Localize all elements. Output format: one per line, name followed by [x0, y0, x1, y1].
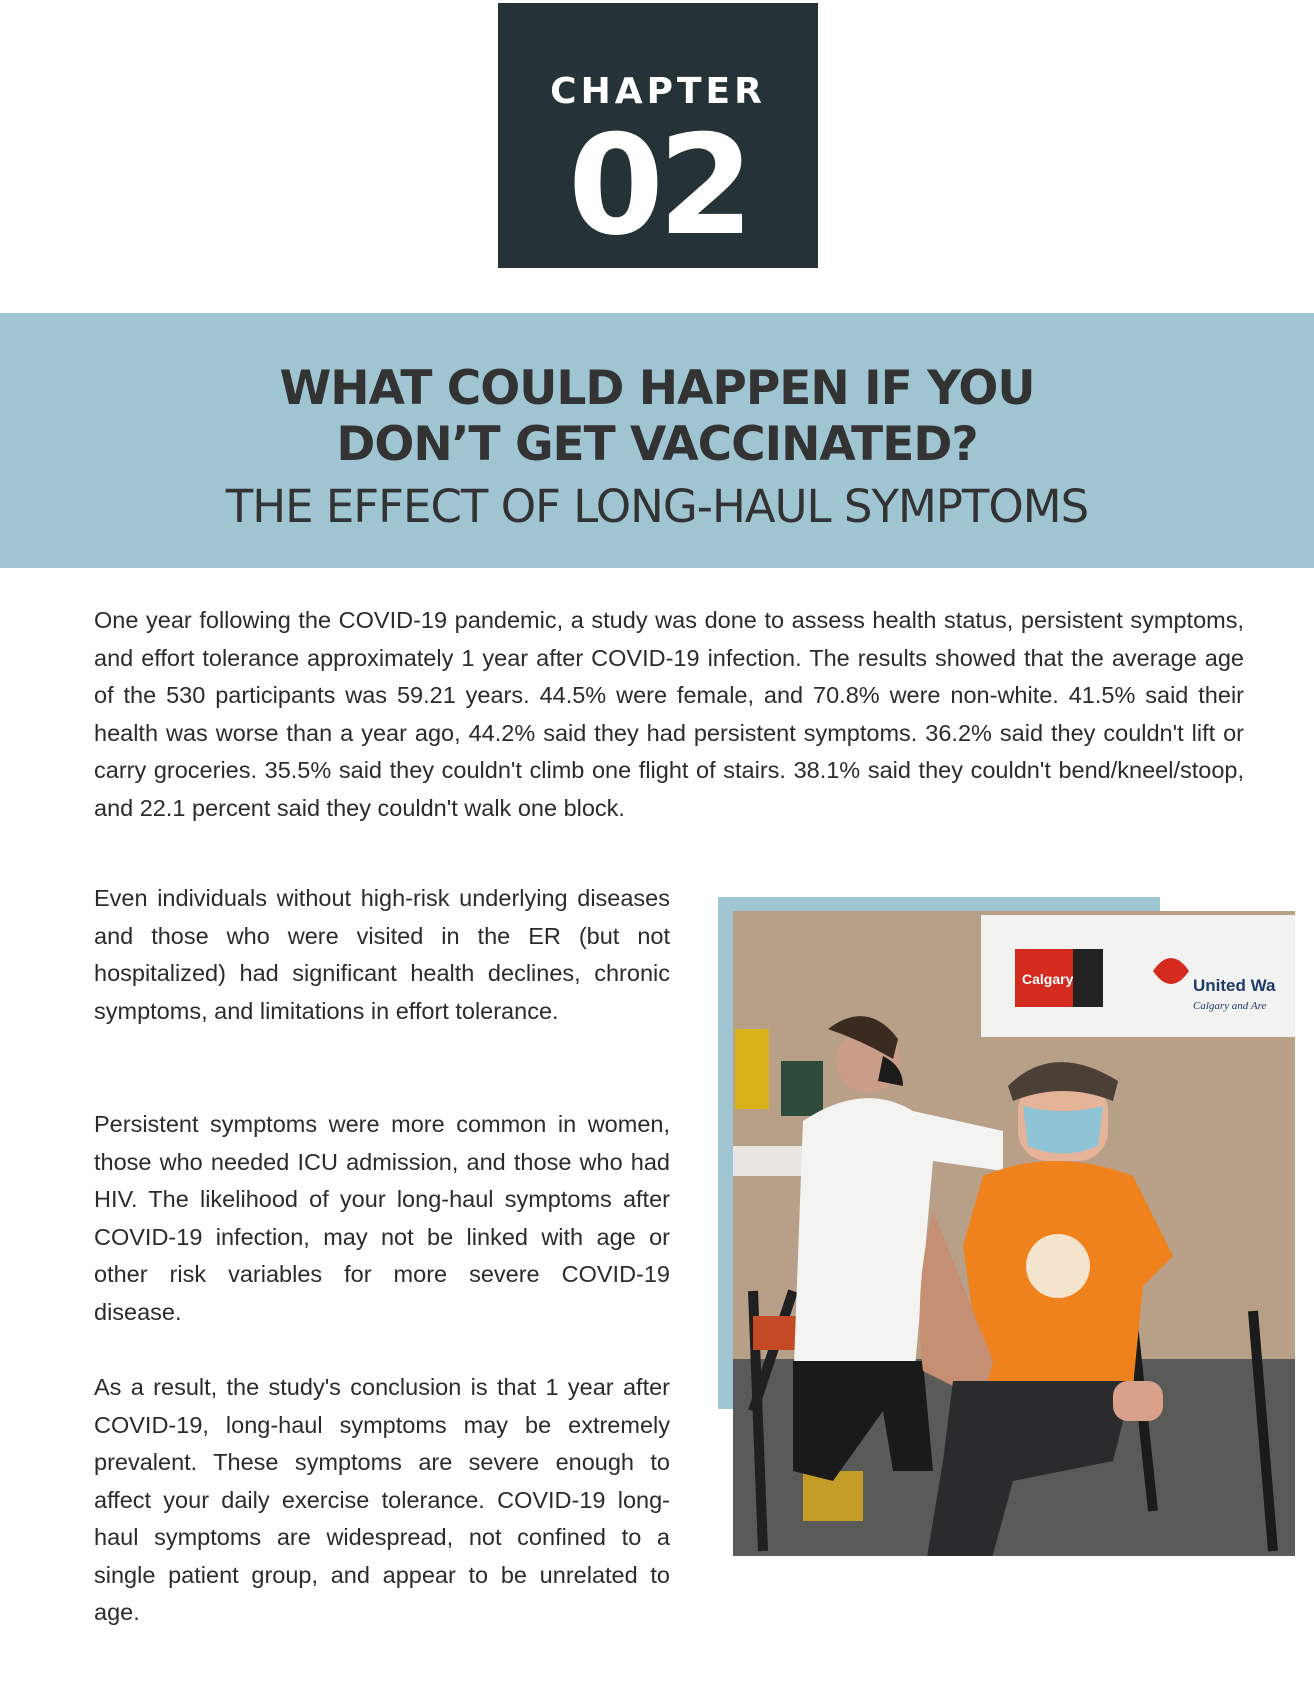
headline — [0, 361, 1314, 473]
vaccination-photo — [733, 911, 1295, 1556]
united-way-text: United Wa — [1193, 976, 1276, 995]
body-paragraph-1: Even individuals without high-risk underlying diseases and those who were visited in the ER (but not hospitalized) had significant health declines, chronic symptoms, and limitations in effort tolerance. — [94, 885, 670, 1024]
headline-line-2: DON’T GET VACCINATED? — [336, 417, 978, 472]
calgary-logo-text: Calgary — [1022, 971, 1074, 987]
chapter-badge — [498, 3, 818, 268]
headline-line-1: WHAT COULD HAPPEN IF YOU — [279, 361, 1035, 416]
chapter-label: CHAPTER — [550, 71, 766, 112]
subheading: THE EFFECT OF LONG-HAUL SYMPTOMS — [225, 480, 1089, 533]
body-paragraph-3: As a result, the study's conclusion is that 1 year after COVID-19, long-haul symptoms may be extremely prevalent. These symptoms are severe enough to affect your daily exercise tolerance. COVID-19 long-haul symptoms are widespread, not confined to a single patient group, and appear to be unrelated to age. — [94, 1374, 670, 1625]
united-way-subtext: Calgary and Are — [1193, 1000, 1267, 1012]
title-banner — [0, 313, 1314, 568]
body-paragraph-2: Persistent symptoms were more common in women, those who needed ICU admission, and those who had HIV. The likelihood of your long-haul symptoms after COVID-19 infection, may not be linked with age or other risk variables for more severe COVID-19 disease. — [94, 1111, 670, 1325]
chapter-number: 02 — [567, 105, 749, 266]
intro-paragraph: One year following the COVID-19 pandemic, a study was done to assess health status, persistent symptoms, and effort tolerance approximately 1 year after COVID-19 infection. The results showed that the average age of the 530 participants was 59.21 years. 44.5% were female, and 70.8% were non-white. 41.5% said their health was worse than a year ago, 44.2% said they had persistent symptoms. 36.2% said they couldn't lift or carry groceries. 35.5% said they couldn't climb one flight of stairs. 38.1% said they couldn't bend/kneel/stoop, and 22.1 percent said they couldn't walk one block. — [94, 607, 1244, 821]
